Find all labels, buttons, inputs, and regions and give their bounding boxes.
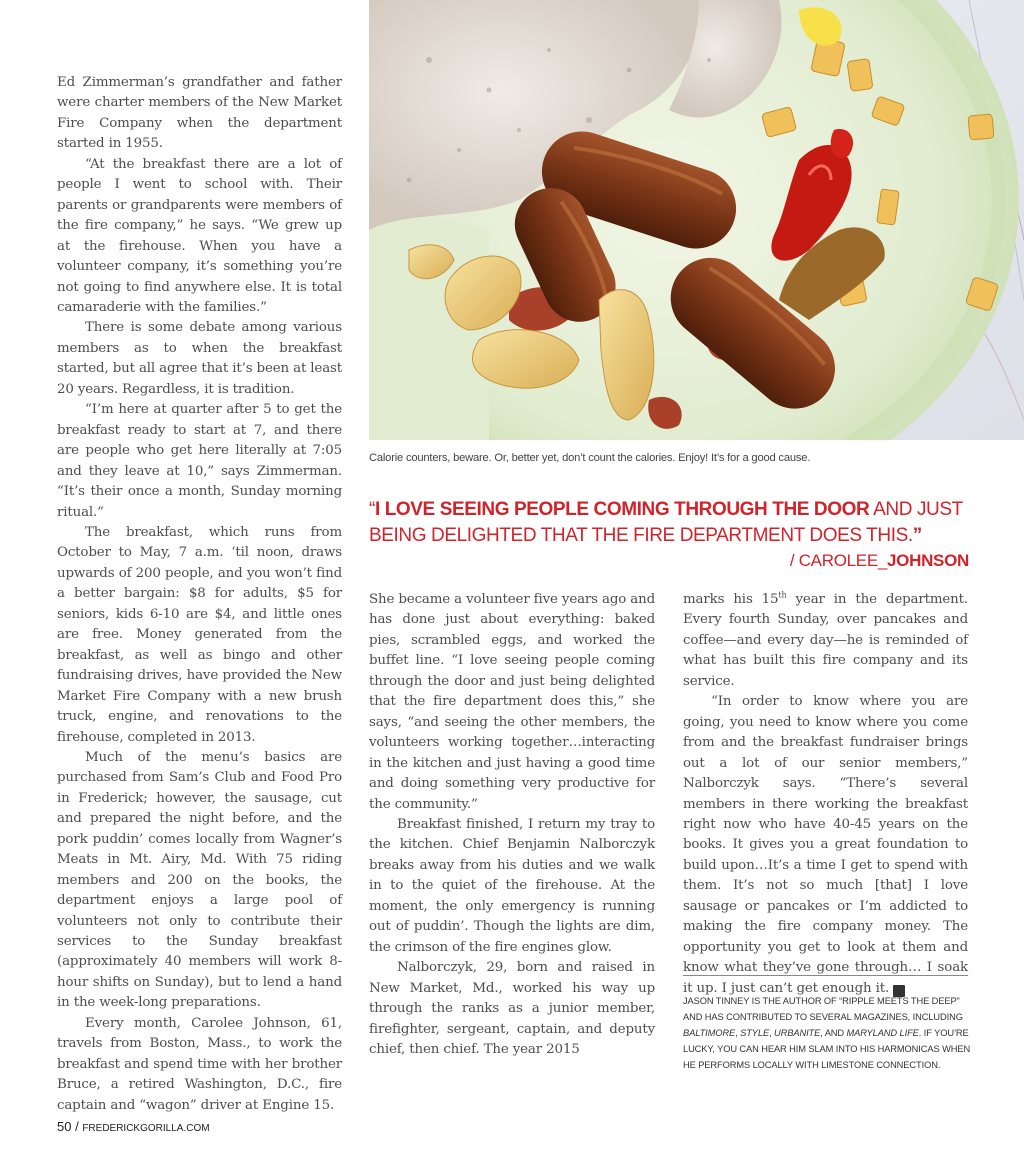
- paragraph: Every month, Carolee Johnson, 61, travels from Boston, Mass., to work the breakfast and spend time with her brother Bruce, a retired Washington, D.C., fire captain and “wagon” driver at Engine 15.: [57, 1015, 342, 1113]
- attribution-name: JOHNSON: [887, 551, 969, 570]
- author-bio: [683, 993, 973, 1073]
- article-column-2: [369, 590, 655, 1060]
- article-column-1: [57, 73, 342, 1116]
- bio-divider: [683, 975, 968, 976]
- bio-text: ,: [769, 1028, 775, 1038]
- magazine-name: BALTIMORE: [683, 1028, 736, 1038]
- paragraph-text: “In order to know where you are going, you need to know where you come from and the breakfast fundraiser brings out a lot of our senior members,” Nalborczyk says. “There’s several members in there working the breakfast right now who have 40-45 years on the books. It gives you a great foundation to build upon…It’s a time I get to spend with them. It’s not so much [that] I love sausage or pancakes or I’m addicted to making the fire company money. The opportunity you get to look at them and know what they’ve gone through… I soak it up. I just can’t get enough it.: [683, 694, 968, 996]
- attribution-prefix: / CAROLEE_: [789, 551, 888, 570]
- website-name: FREDERICKGORILLA.COM: [82, 1123, 210, 1134]
- pull-quote-close-mark: ”: [912, 525, 922, 546]
- photo-caption: Calorie counters, beware. Or, better yet, don’t count the calories. Enjoy! It’s for a good cause.: [369, 452, 811, 464]
- end-of-article-icon: G: [893, 985, 905, 997]
- pull-quote: [369, 497, 969, 549]
- magazine-name: MARYLAND LIFE: [846, 1028, 919, 1038]
- paragraph: [683, 692, 968, 999]
- pull-quote-open-mark: “: [369, 499, 375, 520]
- magazine-name: STYLE: [740, 1028, 770, 1038]
- paragraph: “At the breakfast there are a lot of people I went to school with. Their parents or grandparents were members of the fire company,” he says. “We grew up at the firehouse. When you have a volunteer company, it’s something you’re not going to find anywhere else. It is total camaraderie with the families.”: [57, 156, 342, 315]
- folio-separator: /: [71, 1119, 83, 1134]
- paragraph-text: year in the department. Every fourth Sunday, over pancakes and coffee—and every day—he is reminded of what has built this fire company and its service.: [683, 592, 968, 689]
- ordinal-suffix: th: [778, 590, 787, 600]
- page-number: 50: [57, 1119, 72, 1134]
- magazine-name: URBANITE: [774, 1028, 821, 1038]
- page-folio: [57, 1118, 210, 1136]
- pull-quote-attribution: [790, 551, 969, 571]
- breakfast-plate-illustration: [369, 0, 1024, 440]
- bio-text: ,: [735, 1028, 741, 1038]
- bio-text: JASON TINNEY IS THE AUTHOR OF “RIPPLE MEETS THE DEEP” AND HAS CONTRIBUTED TO SEVERAL MAGAZINES, INCLUDING: [683, 996, 963, 1022]
- paragraph: Breakfast finished, I return my tray to the kitchen. Chief Benjamin Nalborczyk breaks away from his duties and we walk in to the quiet of the firehouse. At the moment, the only emergency is running out of puddin’. Though the lights are dim, the crimson of the fire engines glow.: [369, 816, 655, 955]
- paragraph: “I’m here at quarter after 5 to get the breakfast ready to start at 7, and there are people who get here literally at 7:05 and they leave at 10,” says Zimmerman. “It’s their once a month, Sunday morning ritual.”: [57, 402, 342, 520]
- paragraph: [683, 590, 968, 692]
- paragraph: She became a volunteer five years ago and has done just about everything: baked pies, scrambled eggs, and worked the buffet line. “I love seeing people coming through the door and just being delighted that the fire department does this,” she says, “and seeing the other members, the volunteers working together…interacting in the kitchen and just having a good time and doing something very productive for the community.”: [369, 592, 656, 812]
- bio-text: . IF YOU’RE LUCKY, YOU CAN HEAR HIM SLAM INTO HIS HARMONICAS WHEN HE PERFORMS LOCALLY WITH LIMESTONE CONNECTION.: [683, 1028, 971, 1070]
- paragraph: Much of the menu’s basics are purchased from Sam’s Club and Food Pro in Frederick; however, the sausage, cut and prepared the night before, and the pork puddin’ comes locally from Wagner’s Meats in Mt. Airy, Md. With 75 riding members and 200 on the books, the department enjoys a large pool of volunteers not only to contribute their services to the Sunday breakfast (approximately 40 members will work 8-hour shifts on Sunday), but to lend a hand in the week-long preparations.: [57, 749, 342, 1011]
- paragraph-text: marks his 15: [683, 592, 779, 607]
- pull-quote-bold-text: I LOVE SEEING PEOPLE COMING THROUGH THE DOOR: [374, 499, 870, 520]
- bio-text: , AND: [820, 1028, 847, 1038]
- paragraph: The breakfast, which runs from October to May, 7 a.m. ‘til noon, draws upwards of 200 people, and you won’t find a better bargain: $8 for adults, $5 for seniors, kids 6-10 are $4, and little ones are free. Money generated from the breakfast, as well as bingo and other fundraising drives, have provided the New Market Fire Company with a new brush truck, engine, and renovations to the firehouse, completed in 2013.: [57, 524, 342, 745]
- paragraph: Ed Zimmerman’s grandfather and father were charter members of the New Market Fire Company when the department started in 1955.: [57, 75, 342, 152]
- article-column-3: [683, 590, 968, 999]
- breakfast-plate-photo: [369, 0, 1024, 440]
- paragraph: Nalborczyk, 29, born and raised in New Market, Md., worked his way up through the ranks as a junior member, firefighter, sergeant, captain, and deputy chief, then chief. The year 2015: [369, 960, 655, 1057]
- paragraph: There is some debate among various members as to when the breakfast started, but all agree that it’s been at least 20 years. Regardless, it is tradition.: [57, 320, 342, 397]
- pull-quote-light-text: AND JUST BEING DELIGHTED THAT THE FIRE DEPARTMENT DOES THIS.: [369, 499, 963, 546]
